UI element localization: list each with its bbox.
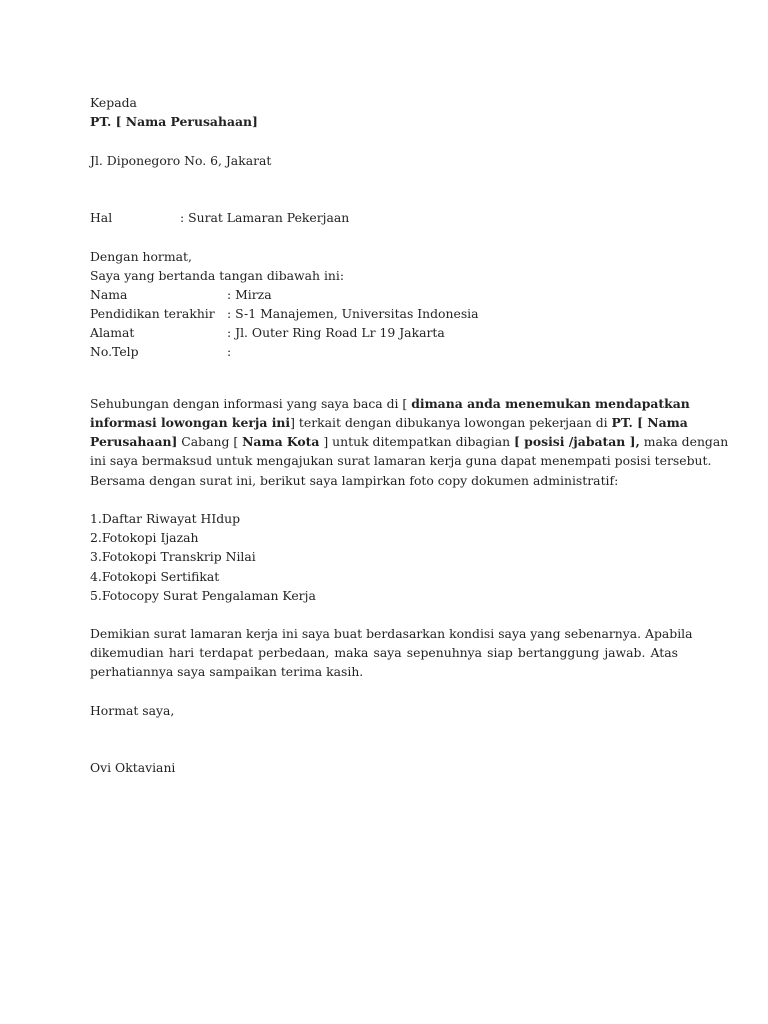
body-emphasis: Nama Kota [242,434,320,450]
subject-value: : Surat Lamaran Pekerjaan [180,210,350,226]
body-emphasis: PT. [ Nama [611,415,688,430]
field-row-pendidikan [90,304,678,323]
attachment-list [90,509,678,605]
body-text: Cabang [ [177,434,243,450]
body-line-4: ini saya bermaksud untuk mengajukan surat lamaran kerja guna dapat menempati posisi tersebut. [90,453,712,469]
body-emphasis: Perusahaan] [90,434,178,450]
body-emphasis: dimana anda menemukan mendapatkan [411,395,690,411]
regards-text: Hormat saya, [90,702,175,718]
body-emphasis: [ posisi /jabatan ], [514,434,640,450]
closing-paragraph [90,624,693,682]
closing-line-2: dikemudian hari terdapat perbedaan, maka saya sepenuhnya siap bertanggung jawab. Atas [90,645,678,661]
closing-line-3: perhatiannya saya sampaikan terima kasih. [90,664,364,680]
body-line-1 [90,394,690,413]
signer-name: Ovi Oktaviani [90,760,176,776]
list-item: 5.Fotocopy Surat Pengalaman Kerja [90,587,316,603]
field-row-nama [90,285,678,304]
list-item: 3.Fotokopi Transkrip Nilai [90,549,256,565]
closing-line-1: Demikian surat lamaran kerja ini saya buat berdasarkan kondisi saya yang sebenarnya. Apabila [90,626,693,642]
field-value: : Jl. Outer Ring Road Lr 19 Jakarta [227,325,445,341]
body-line-3 [90,432,729,451]
recipient-greeting: Kepada [90,95,137,110]
field-value: : [227,344,232,360]
body-text: Sehubungan dengan informasi yang saya baca di [ [90,395,412,411]
body-paragraph [90,394,729,490]
personal-fields [90,285,678,362]
body-text: maka dengan [639,434,729,450]
letter-content [90,93,729,778]
field-value: : S-1 Manajemen, Universitas Indonesia [227,306,479,322]
body-line-2 [90,413,688,432]
salutation: Dengan hormat, [90,248,192,264]
list-item: 1.Daftar Riwayat HIdup [90,510,241,526]
body-line-5: Bersama dengan surat ini, berikut saya lampirkan foto copy dokumen administratif: [90,472,619,488]
body-emphasis: informasi lowongan kerja ini [90,415,291,430]
subject-label: Hal [90,210,113,226]
list-item: 4.Fotokopi Sertifikat [90,568,220,584]
intro-text: Saya yang bertanda tangan dibawah ini: [90,267,345,283]
body-text: ] untuk ditempatkan dibagian [319,434,514,450]
field-label: No.Telp [90,344,139,360]
recipient-company: PT. [ Nama Perusahaan] [90,114,258,130]
field-value: : Mirza [227,286,272,302]
field-row-telp [90,342,678,361]
field-label: Alamat [90,325,135,341]
list-item: 2.Fotokopi Ijazah [90,530,199,546]
body-text: ] terkait dengan dibukanya lowongan pekerjaan di [290,415,612,430]
field-label: Nama [90,286,128,302]
field-row-alamat [90,323,678,342]
subject-row [90,208,678,227]
field-label: Pendidikan terakhir [90,306,215,322]
recipient-address: Jl. Diponegoro No. 6, Jakarat [90,152,272,168]
